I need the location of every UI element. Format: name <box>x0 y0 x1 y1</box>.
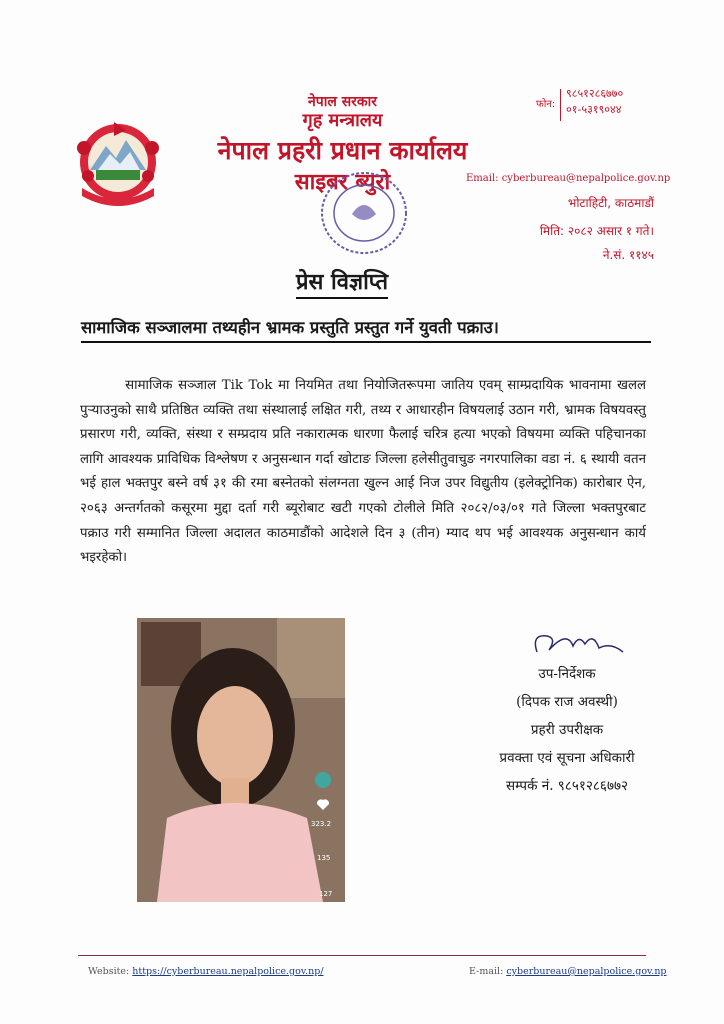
signatory-designation: उप-निर्देशक <box>538 666 596 682</box>
footer-divider <box>78 955 646 956</box>
ministry-name: गृह मन्त्रालय <box>302 110 383 131</box>
reference-number: ने.सं. ११४५ <box>602 248 654 262</box>
share-count: 127 <box>319 890 333 898</box>
website-link[interactable]: https://cyberbureau.nepalpolice.gov.np/ <box>132 966 324 977</box>
bureau-name: साइबर ब्युरो <box>294 170 391 195</box>
subject-line: सामाजिक सञ्जालमा तथ्यहीन भ्रामक प्रस्तुति प्रस्तुत गर्ने युवती पक्राउ। <box>81 315 651 343</box>
nepal-emblem-icon <box>68 118 168 210</box>
comment-count: 135 <box>317 854 331 862</box>
signatory-block <box>482 660 652 800</box>
signatory-name: (दिपक राज अवस्थी) <box>516 694 618 710</box>
press-release-title: प्रेस विज्ञप्ति <box>296 266 388 299</box>
office-name: नेपाल प्रहरी प्रधान कार्यालय <box>217 136 468 165</box>
phone-number-1: ९८५१२८६७७० <box>566 87 624 100</box>
issue-date: मिति: २०८२ असार १ गते। <box>539 224 654 238</box>
email-label: E-mail: <box>469 966 504 977</box>
office-stamp-icon <box>318 168 410 258</box>
suspect-photo <box>137 618 345 902</box>
email-link[interactable]: cyberbureau@nepalpolice.gov.np <box>506 966 667 977</box>
phone-numbers <box>566 86 623 118</box>
phone-number-2: ०१-५३१९०४४ <box>566 103 622 116</box>
phone-label: फोन: <box>536 99 556 110</box>
header-email: Email: cyberbureau@nepalpolice.gov.np <box>466 173 671 184</box>
body-paragraph: सामाजिक सञ्जाल Tik Tok मा नियमित तथा नियोजितरूपमा जातिय एवम् साम्प्रदायिक भावनामा खलल पुऱ्याउनुको साथै प्रतिष्ठित व्यक्ति तथा संस्थालाई लक्षित गरी, तथ्य र आधारहीन विषयलाई उठान गरी, भ्रामक विषयवस्तु प्रसारण गरी, व्यक्ति, संस्था र सम्प्रदाय प्रति नकारात्मक धारणा फैलाई चरित्र हत्या भएको विषयमा व्यक्ति पहिचानका लागि आवश्यक प्राविधिक विश्लेषण र अनुसन्धान गर्दा खोटाङ जिल्ला हलेसीतुवाचुङ नगरपालिका वडा नं. ६ स्थायी वतन भई हाल भक्तपुर बस्ने वर्ष ३१ की रमा बस्नेतको संलग्नता खुल्न आई निज उपर विद्युतीय (इलेक्ट्रोनिक) कारोबार ऐन, २०६३ अन्तर्गतको कसूरमा मुद्दा दर्ता गरी ब्यूरोबाट खटी गएको टोलीले मिति २०८२/०३/०१ गते जिल्ला भक्तपुरबाट पक्राउ गरी सम्मानित जिल्ला अदालत काठमाडौंको आदेशले दिन ३ (तीन) म्याद थप भई आवश्यक अनुसन्धान कार्य भइरहेको। <box>80 378 651 566</box>
government-name: नेपाल सरकार <box>307 94 377 110</box>
website-label: Website: <box>88 966 130 977</box>
location: भोटाहिटी, काठमाडौं <box>567 196 654 210</box>
footer-website <box>88 966 324 977</box>
signatory-contact: सम्पर्क नं. ९८५१२८६७७२ <box>505 778 629 794</box>
suspect-photo-illustration <box>137 618 345 902</box>
footer-email <box>469 966 667 977</box>
signatory-role: प्रवक्ता एवं सूचना अधिकारी <box>499 750 635 766</box>
like-count: 323.2 <box>311 820 332 828</box>
signatory-rank: प्रहरी उपरीक्षक <box>530 722 604 738</box>
